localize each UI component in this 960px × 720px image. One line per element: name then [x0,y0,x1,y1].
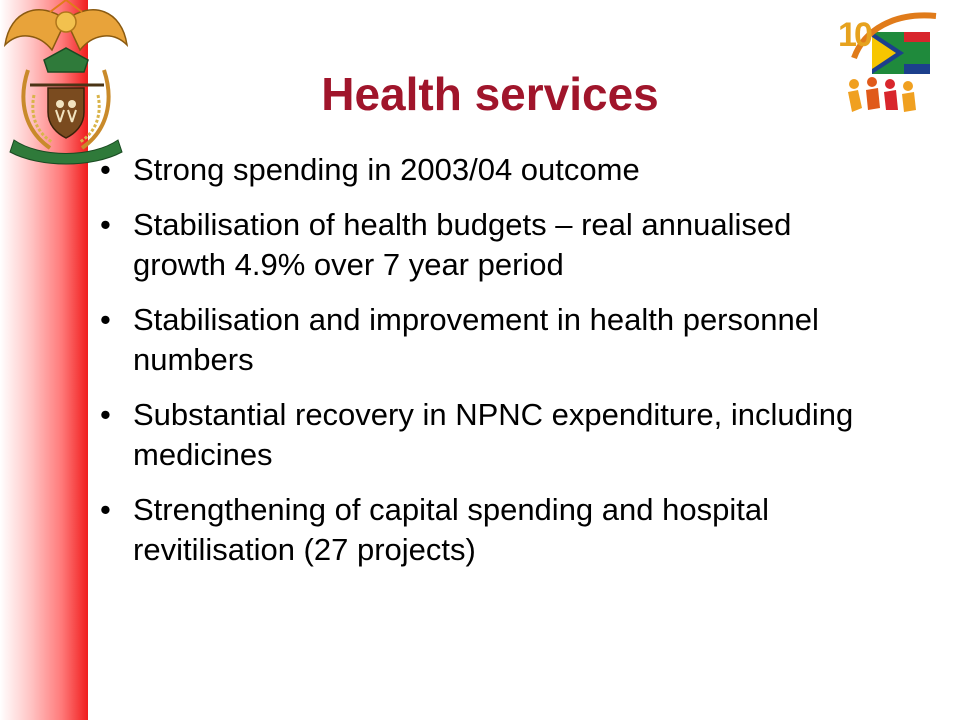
bullet-item [100,205,860,285]
bullet-text: Strengthening of capital spending and hospital revitilisation (27 projects) [133,492,769,567]
svg-text:1: 1 [838,16,857,54]
bullet-text: Stabilisation of health budgets – real annualised growth 4.9% over 7 year period [133,207,792,282]
bullet-item [100,150,860,190]
svg-text:0: 0 [854,16,873,54]
bullet-text: Substantial recovery in NPNC expenditure, including medicines [133,397,854,472]
bullet-item [100,300,860,380]
bullet-dot: • [100,397,111,432]
bullet-dot: • [100,302,111,337]
bullet-text: Strong spending in 2003/04 outcome [133,152,640,187]
bullet-item [100,395,860,475]
bullet-dot: • [100,152,111,187]
bullet-text: Stabilisation and improvement in health personnel numbers [133,302,819,377]
slide-title: Health services [321,68,659,120]
ten-years-of-freedom-logo [824,0,960,132]
bullet-item [100,490,860,570]
bullet-dot: • [100,492,111,527]
bullet-list [100,150,860,585]
coat-of-arms-icon [0,0,132,165]
bullet-dot: • [100,207,111,242]
